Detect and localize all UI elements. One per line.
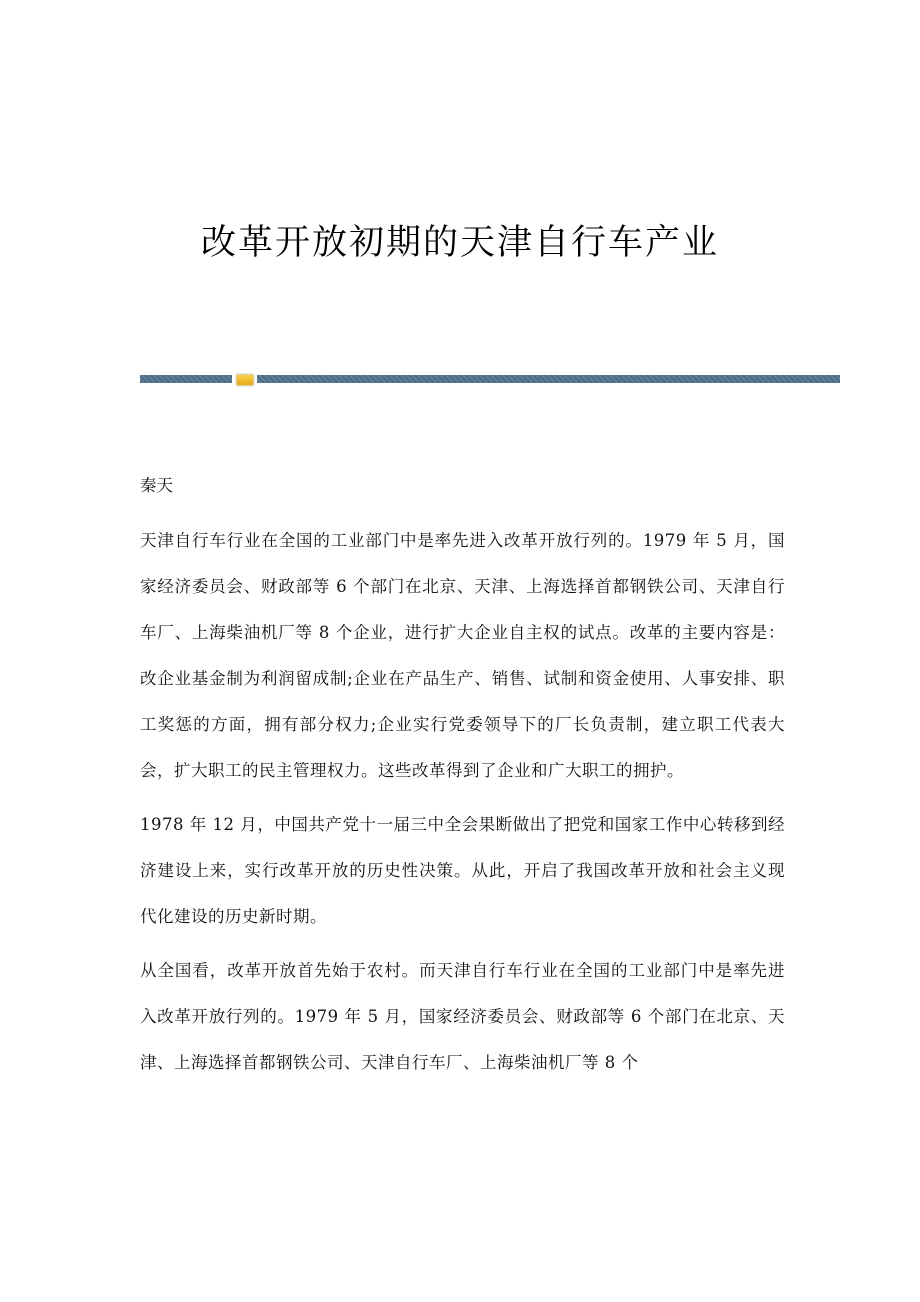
divider-bar-right xyxy=(257,375,840,383)
author-name: 秦天 xyxy=(140,476,173,495)
document-body xyxy=(140,468,785,1094)
document-title: 改革开放初期的天津自行车产业 xyxy=(200,223,719,263)
paragraph-2: 1978 年 12 月，中国共产党十一届三中全会果断做出了把党和国家工作中心转移到经济建设上来，实行改革开放的历史性决策。从此，开启了我国改革开放和社会主义现代化建设的历史新时期。 xyxy=(140,815,785,926)
paragraph-1: 天津自行车行业在全国的工业部门中是率先进入改革开放行列的。1979 年 5 月，国家经济委员会、财政部等 6 个部门在北京、天津、上海选择首都钢铁公司、天津自行车厂、上海柴油机厂等 8 个企业，进行扩大企业自主权的试点。改革的主要内容是：改企业基金制为利润留成制;企业在产品生产、销售、试制和资金使用、人事安排、职工奖惩的方面，拥有部分权力;企业实行党委领导下的厂长负责制，建立职工代表大会，扩大职工的民主管理权力。这些改革得到了企业和广大职工的拥护。 xyxy=(140,531,785,780)
paragraph-3: 从全国看，改革开放首先始于农村。而天津自行车行业在全国的工业部门中是率先进入改革开放行列的。1979 年 5 月，国家经济委员会、财政部等 6 个部门在北京、天津、上海选择首都钢铁公司、天津自行车厂、上海柴油机厂等 8 个 xyxy=(140,961,785,1072)
divider-ornament-icon xyxy=(236,374,254,386)
divider-bar-left xyxy=(140,375,232,383)
title-divider xyxy=(140,375,840,383)
